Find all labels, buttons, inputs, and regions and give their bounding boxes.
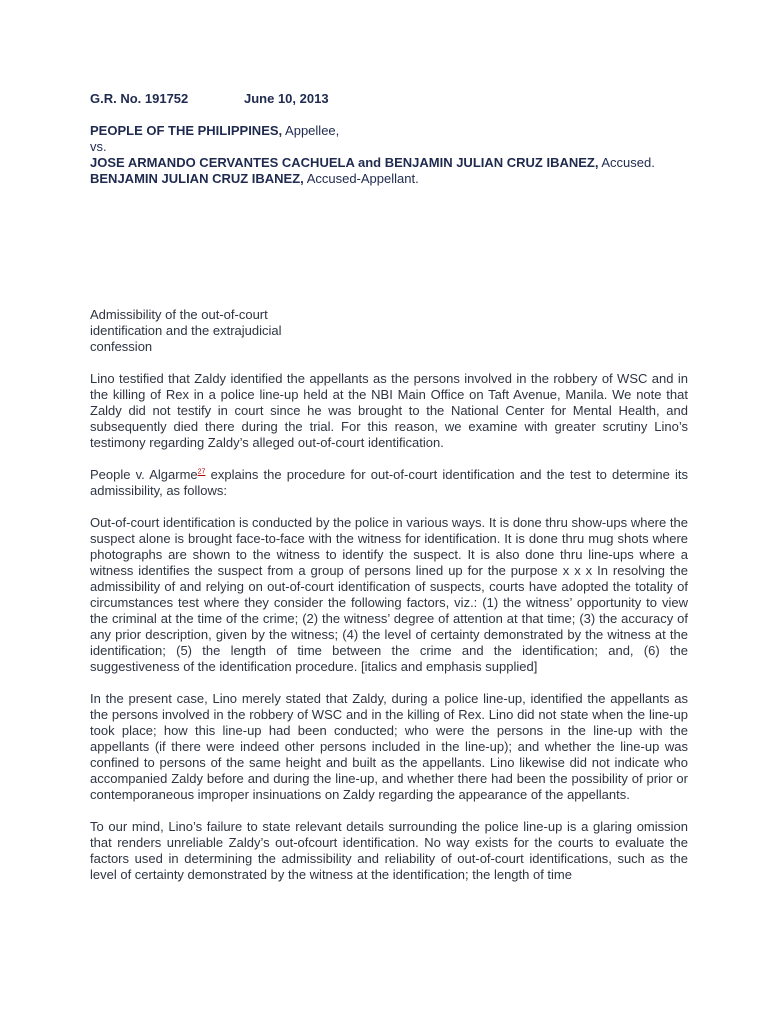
accused-names: JOSE ARMANDO CERVANTES CACHUELA and BENJAMIN JULIAN CRUZ IBANEZ, (90, 155, 599, 170)
party-line-4 (90, 171, 688, 187)
paragraph-3: In the present case, Lino merely stated that Zaldy, during a police line-up, identified the appellants as the persons involved in the robbery of WSC and in the killing of Rex. Lino did not state when the line-up took place; how this line-up had been conducted; who were the persons in the line-up with the appellants (if there were indeed other persons included in the line-up); and whether the line-up was confined to persons of the same height and built as the appellants. Lino likewise did not indicate who accompanied Zaldy before and during the line-up, and whether there had been the possibility of prior or contemporaneous improper insinuations on Zaldy regarding the appearance of the appellants. (90, 691, 688, 802)
party-line-1 (90, 123, 688, 139)
accused-appellant-name: BENJAMIN JULIAN CRUZ IBANEZ, (90, 171, 304, 186)
paragraph-1: Lino testified that Zaldy identified the appellants as the persons involved in the robbery of WSC and in the killing of Rex in a police line-up held at the NBI Main Office on Taft Avenue, Manila. We note that Zaldy did not testify in court since he was brought to the National Center for Mental Health, and subsequently died there during the trial. For this reason, we examine with greater scrutiny Lino’s testimony regarding Zaldy’s alleged out-of-court identification. (90, 371, 688, 450)
document-page (90, 91, 688, 896)
paragraph-2-end: explains the procedure for out-of-court identification and the test to determine its admissibility, as follows: (90, 467, 688, 498)
accused-appellant-role: Accused-Appellant. (303, 171, 419, 186)
appellee-role: Appellee, (282, 123, 340, 138)
case-number: G.R. No. 191752 (90, 91, 189, 106)
versus-line: vs. (90, 139, 107, 154)
paragraph-2 (90, 467, 688, 499)
paragraph-4: To our mind, Lino’s failure to state relevant details surrounding the police line-up is a glaring omission that renders unreliable Zaldy’s out-ofcourt identification. No way exists for the courts to evaluate the factors used in determining the admissibility and reliability of out-of-court identifications, such as the level of certainty demonstrated by the witness at the identification; the length of time (90, 819, 688, 882)
block-quote: Out-of-court identification is conducted by the police in various ways. It is done thru show-ups where the suspect alone is brought face-to-face with the witness for identification. It is done thru mug shots where photographs are shown to the witness to identify the suspect. It is also done thru line-ups where a witness identifies the suspect from a group of persons lined up for the purpose x x x In resolving the admissibility of and relying on out-of-court identification of suspects, courts have adopted the totality of circumstances test where they consider the following factors, viz.: (1) the witness’ opportunity to view the criminal at the time of the crime; (2) the witness’ degree of attention at that time; (3) the accuracy of any prior description, given by the witness; (4) the level of certainty demonstrated by the witness at the identification; (5) the length of time between the crime and the identification; and, (6) the suggestiveness of the identification procedure. [italics and emphasis supplied] (90, 515, 688, 674)
party-line-3 (90, 155, 688, 171)
footnote-ref-link[interactable]: 27 (197, 468, 206, 476)
decision-date: June 10, 2013 (244, 91, 329, 106)
paragraph-2-start: People v. Algarme (90, 467, 198, 482)
appellee-name: PEOPLE OF THE PHILIPPINES, (90, 123, 283, 138)
section-heading: Admissibility of the out-of-court identification and the extrajudicial confession (90, 307, 282, 354)
accused-role: Accused. (598, 155, 655, 170)
case-parties (90, 123, 688, 187)
case-header (90, 91, 688, 107)
